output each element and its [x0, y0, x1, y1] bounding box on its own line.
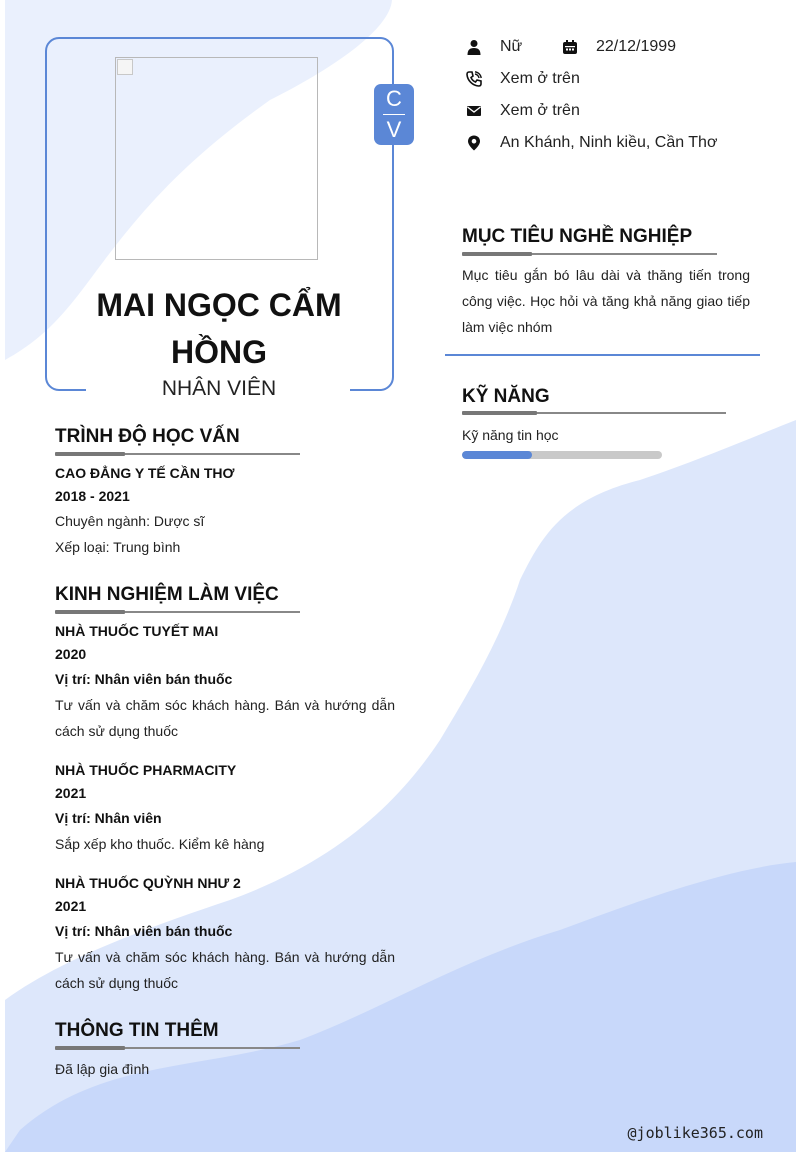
candidate-name: MAI NGỌC CẨM HỒNG: [96, 287, 342, 370]
broken-image-icon: [117, 59, 133, 75]
experience-company: NHÀ THUỐC PHARMACITY: [55, 762, 237, 778]
contact-birthday: [562, 38, 676, 56]
experience-rule: [55, 611, 300, 613]
map-pin-icon: [466, 135, 482, 151]
experience-company: NHÀ THUỐC QUỲNH NHƯ 2: [55, 875, 241, 891]
experience-year: 2021: [55, 785, 87, 801]
experience-company: NHÀ THUỐC TUYẾT MAI: [55, 623, 219, 639]
job-title: NHÂN VIÊN: [161, 377, 277, 400]
email-text: Xem ở trên: [500, 102, 580, 119]
education-title: TRÌNH ĐỘ HỌC VẤN: [55, 426, 240, 447]
skills-rule: [462, 412, 726, 414]
cv-badge-bottom: V: [386, 117, 402, 143]
skill-bar: [462, 451, 662, 459]
additional-text: Đã lập gia đình: [55, 1061, 150, 1077]
contact-phone: [466, 70, 580, 88]
experience-title: KINH NGHIỆM LÀM VIỆC: [55, 584, 279, 605]
additional-rule: [55, 1047, 300, 1049]
cv-badge-top: C: [386, 85, 402, 111]
education-rule: [55, 453, 300, 455]
experience-position: Vị trí: Nhân viên bán thuốc: [55, 923, 233, 939]
address-text: An Khánh, Ninh kiều, Cần Thơ: [500, 134, 718, 151]
user-icon: [466, 39, 482, 55]
birthday-text: 22/12/1999: [596, 38, 677, 55]
cv-badge: [374, 84, 414, 145]
skills-title: KỸ NĂNG: [462, 386, 550, 407]
experience-year: 2020: [55, 646, 87, 662]
profile-photo: [115, 57, 318, 260]
contact-gender: [466, 38, 522, 56]
cv-badge-divider: [383, 114, 405, 116]
phone-icon: [466, 71, 482, 87]
education-grade: Xếp loại: Trung bình: [55, 539, 181, 555]
skill-name: Kỹ năng tin học: [462, 427, 559, 443]
contact-address: [466, 134, 717, 152]
objective-rule: [462, 253, 717, 255]
section-divider: [445, 354, 760, 356]
footer-credit: @joblike365.com: [627, 1124, 763, 1142]
skill-bar-fill: [462, 451, 532, 459]
envelope-icon: [466, 103, 482, 119]
calendar-icon: [562, 39, 578, 55]
experience-year: 2021: [55, 898, 87, 914]
experience-description: Tư vấn và chăm sóc khách hàng. Bán và hướng dẫn cách sử dụng thuốc: [55, 949, 395, 991]
education-major: Chuyên ngành: Dược sĩ: [55, 513, 205, 529]
phone-text: Xem ở trên: [500, 70, 580, 87]
objective-text: Mục tiêu gắn bó lâu dài và thăng tiến trong công việc. Học hỏi và tăng khả năng giao tiếp làm việc nhóm: [462, 267, 750, 335]
gender-text: Nữ: [500, 38, 523, 55]
additional-title: THÔNG TIN THÊM: [55, 1020, 219, 1041]
experience-description: Tư vấn và chăm sóc khách hàng. Bán và hướng dẫn cách sử dụng thuốc: [55, 697, 395, 739]
education-school: CAO ĐẲNG Y TẾ CẦN THƠ: [55, 465, 235, 481]
experience-position: Vị trí: Nhân viên bán thuốc: [55, 671, 233, 687]
contact-email: [466, 102, 580, 120]
objective-title: MỤC TIÊU NGHỀ NGHIỆP: [462, 226, 693, 247]
experience-position: Vị trí: Nhân viên: [55, 810, 162, 826]
experience-description: Sắp xếp kho thuốc. Kiểm kê hàng: [55, 836, 265, 852]
education-period: 2018 - 2021: [55, 488, 130, 504]
